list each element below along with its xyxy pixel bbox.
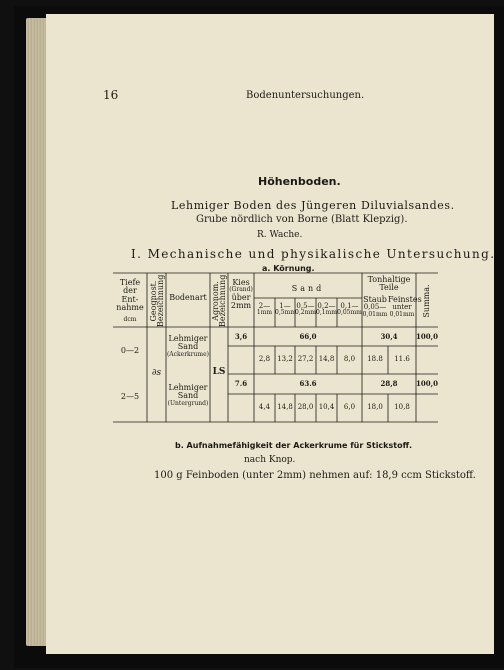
author-line: R. Wache.	[257, 230, 303, 240]
agronom-value: LS	[212, 367, 226, 377]
page-number: 16	[103, 88, 119, 102]
row2-sand-2: 14,8	[277, 403, 293, 411]
row2-summa: 100,0	[416, 379, 438, 388]
row2-kies: 7.6	[234, 379, 248, 388]
header-sand-01-005: 0,1— 0,05mm	[337, 302, 362, 317]
row1-sand-1: 2,8	[258, 355, 271, 363]
heading-koernung: a. Körnung.	[262, 264, 315, 273]
header-staub: Staub 0,05— 0,01mm	[362, 295, 388, 318]
row2-sand-1: 4,4	[258, 403, 271, 411]
row1-sand-2: 13,2	[277, 355, 293, 363]
row1-sand-5: 8,0	[343, 355, 356, 363]
row1-depth: 0—2	[120, 346, 140, 355]
nach-knop: nach Knop.	[244, 455, 296, 465]
running-head: Bodenuntersuchungen.	[246, 90, 365, 101]
row1-bodenart: Lehmiger Sand (Ackerkrume)	[166, 334, 210, 358]
row2-feinstes: 10,8	[394, 403, 410, 411]
section-title: Höhenboden.	[258, 175, 341, 188]
row2-depth: 2—5	[120, 392, 140, 401]
header-sand-1-05: 1— 0,5mm	[275, 302, 296, 317]
header-tiefe: Tiefe der Ent- nahme dcm	[116, 278, 144, 323]
header-geognost: Geognost. Bezeichnung	[149, 274, 165, 327]
row1-sand-4: 14,8	[318, 355, 335, 363]
heading-aufnahme: b. Aufnahmefähigkeit der Ackerkrume für Stickstoff.	[175, 441, 413, 450]
row2-sand-total: 63.6	[299, 379, 317, 388]
header-bodenart: Bodenart	[169, 293, 207, 302]
geognost-value: ∂s	[151, 368, 162, 378]
row1-kies: 3,6	[234, 332, 248, 341]
header-sand: Sand	[291, 284, 325, 293]
row1-ton-total: 30,4	[380, 332, 398, 341]
row2-staub: 18,0	[367, 403, 383, 411]
result-line: 100 g Feinboden (unter 2mm) nehmen auf: 18,9 ccm Stickstoff.	[154, 470, 476, 481]
heading-mechanical: I. Mechanische und physikalische Untersuchung.	[131, 247, 496, 261]
row2-ton-total: 28,8	[380, 379, 398, 388]
row1-staub: 18.8	[367, 355, 383, 363]
row1-sand-total: 66,0	[299, 332, 317, 341]
header-agronom: Agronom. Bezeichnung	[211, 274, 227, 327]
row1-sand-3: 27,2	[297, 355, 314, 363]
header-summa: Summa.	[422, 284, 431, 318]
header-sand-02-01: 0,2— 0,1mm	[316, 302, 337, 317]
header-sand-2-1: 2— 1mm	[256, 302, 273, 317]
row1-summa: 100,0	[416, 332, 438, 341]
row1-feinstes: 11.6	[394, 355, 410, 363]
soil-title: Lehmiger Boden des Jüngeren Diluvialsandes.	[171, 199, 455, 212]
row2-sand-4: 10,4	[318, 403, 335, 411]
row2-sand-5: 6,0	[343, 403, 356, 411]
header-kies: Kies (Grand) über 2mm	[229, 278, 253, 311]
location-line: Grube nördlich von Borne (Blatt Klepzig).	[196, 214, 408, 225]
header-sand-05-02: 0,5— 0,2mm	[295, 302, 316, 317]
header-tonhaltige: Tonhaltige Teile	[367, 275, 411, 293]
row2-bodenart: Lehmiger Sand (Untergrund)	[167, 383, 209, 407]
row2-sand-3: 28,0	[297, 403, 314, 411]
header-feinstes: Feinstes unter 0,01mm	[388, 295, 422, 318]
